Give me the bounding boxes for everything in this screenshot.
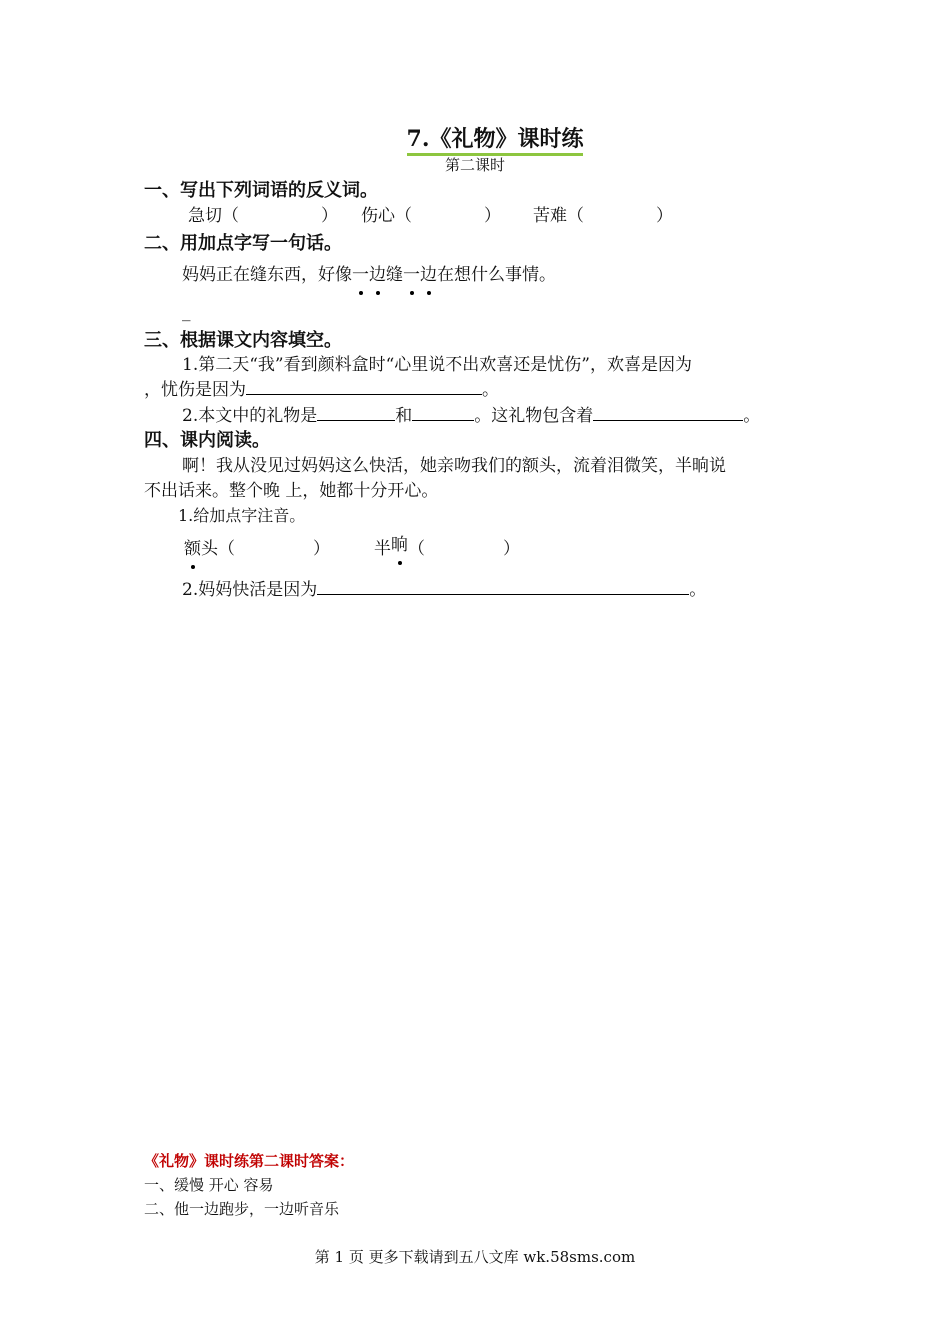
pinyin-item-2: 半晌（ ） bbox=[374, 534, 520, 559]
dotted-char: 额 bbox=[184, 534, 201, 559]
section-1-heading: 一、写出下列词语的反义词。 bbox=[144, 180, 378, 201]
reading-passage-line-2: 不出话来。整个晚 上，她都十分开心。 bbox=[144, 481, 439, 501]
section-3-heading: 三、根据课文内容填空。 bbox=[144, 330, 342, 351]
dotted-char: 一 bbox=[352, 260, 369, 285]
section-4-heading: 四、课内阅读。 bbox=[144, 430, 270, 451]
dotted-char: 晌 bbox=[391, 530, 408, 555]
fill-question-1-line-1: 1.第二天“我”看到颜料盒时“心里说不出欢喜还是忧伤”，欢喜是因为 bbox=[182, 355, 692, 375]
fill-question-2: 2.本文中的礼物是 和 。这礼物包含着 。 bbox=[182, 401, 760, 426]
dotted-char: 一 bbox=[403, 260, 420, 285]
dotted-char: 边 bbox=[420, 260, 437, 285]
reading-question-2: 2.妈妈快活是因为 。 bbox=[182, 575, 706, 600]
dotted-char: 边 bbox=[369, 260, 386, 285]
reading-passage-line-1: 啊！我从没见过妈妈这么快活，她亲吻我们的额头，流着泪微笑，半晌说 bbox=[182, 456, 726, 476]
pinyin-item-1: 额头（ ） bbox=[184, 534, 330, 559]
answer-line-mark: _ bbox=[182, 302, 191, 322]
page-footer: 第 1 页 更多下载请到五八文库 wk.58sms.com bbox=[314, 1248, 636, 1266]
antonym-item-3: 苦难（ ） bbox=[533, 206, 673, 226]
answer-line-2: 二、他一边跑步，一边听音乐 bbox=[144, 1200, 340, 1218]
section-2-heading: 二、用加点字写一句话。 bbox=[144, 233, 342, 254]
answers-heading: 《礼物》课时练第二课时答案： bbox=[144, 1152, 355, 1170]
antonym-item-1: 急切（ ） bbox=[188, 206, 338, 226]
dotted-sentence: 妈妈正在缝东西，好像一边缝一边在想什么事情。 bbox=[182, 260, 556, 285]
page-subtitle: 第二课时 bbox=[444, 156, 505, 174]
fill-question-1-line-2: ，忧伤是因为 。 bbox=[144, 375, 499, 400]
page-title: 7.《礼物》课时练 bbox=[0, 122, 950, 153]
reading-question-1: 1.给加点字注音。 bbox=[178, 506, 306, 525]
antonym-item-2: 伤心（ ） bbox=[361, 206, 501, 226]
answer-line-1: 一、缓慢 开心 容易 bbox=[144, 1176, 274, 1194]
